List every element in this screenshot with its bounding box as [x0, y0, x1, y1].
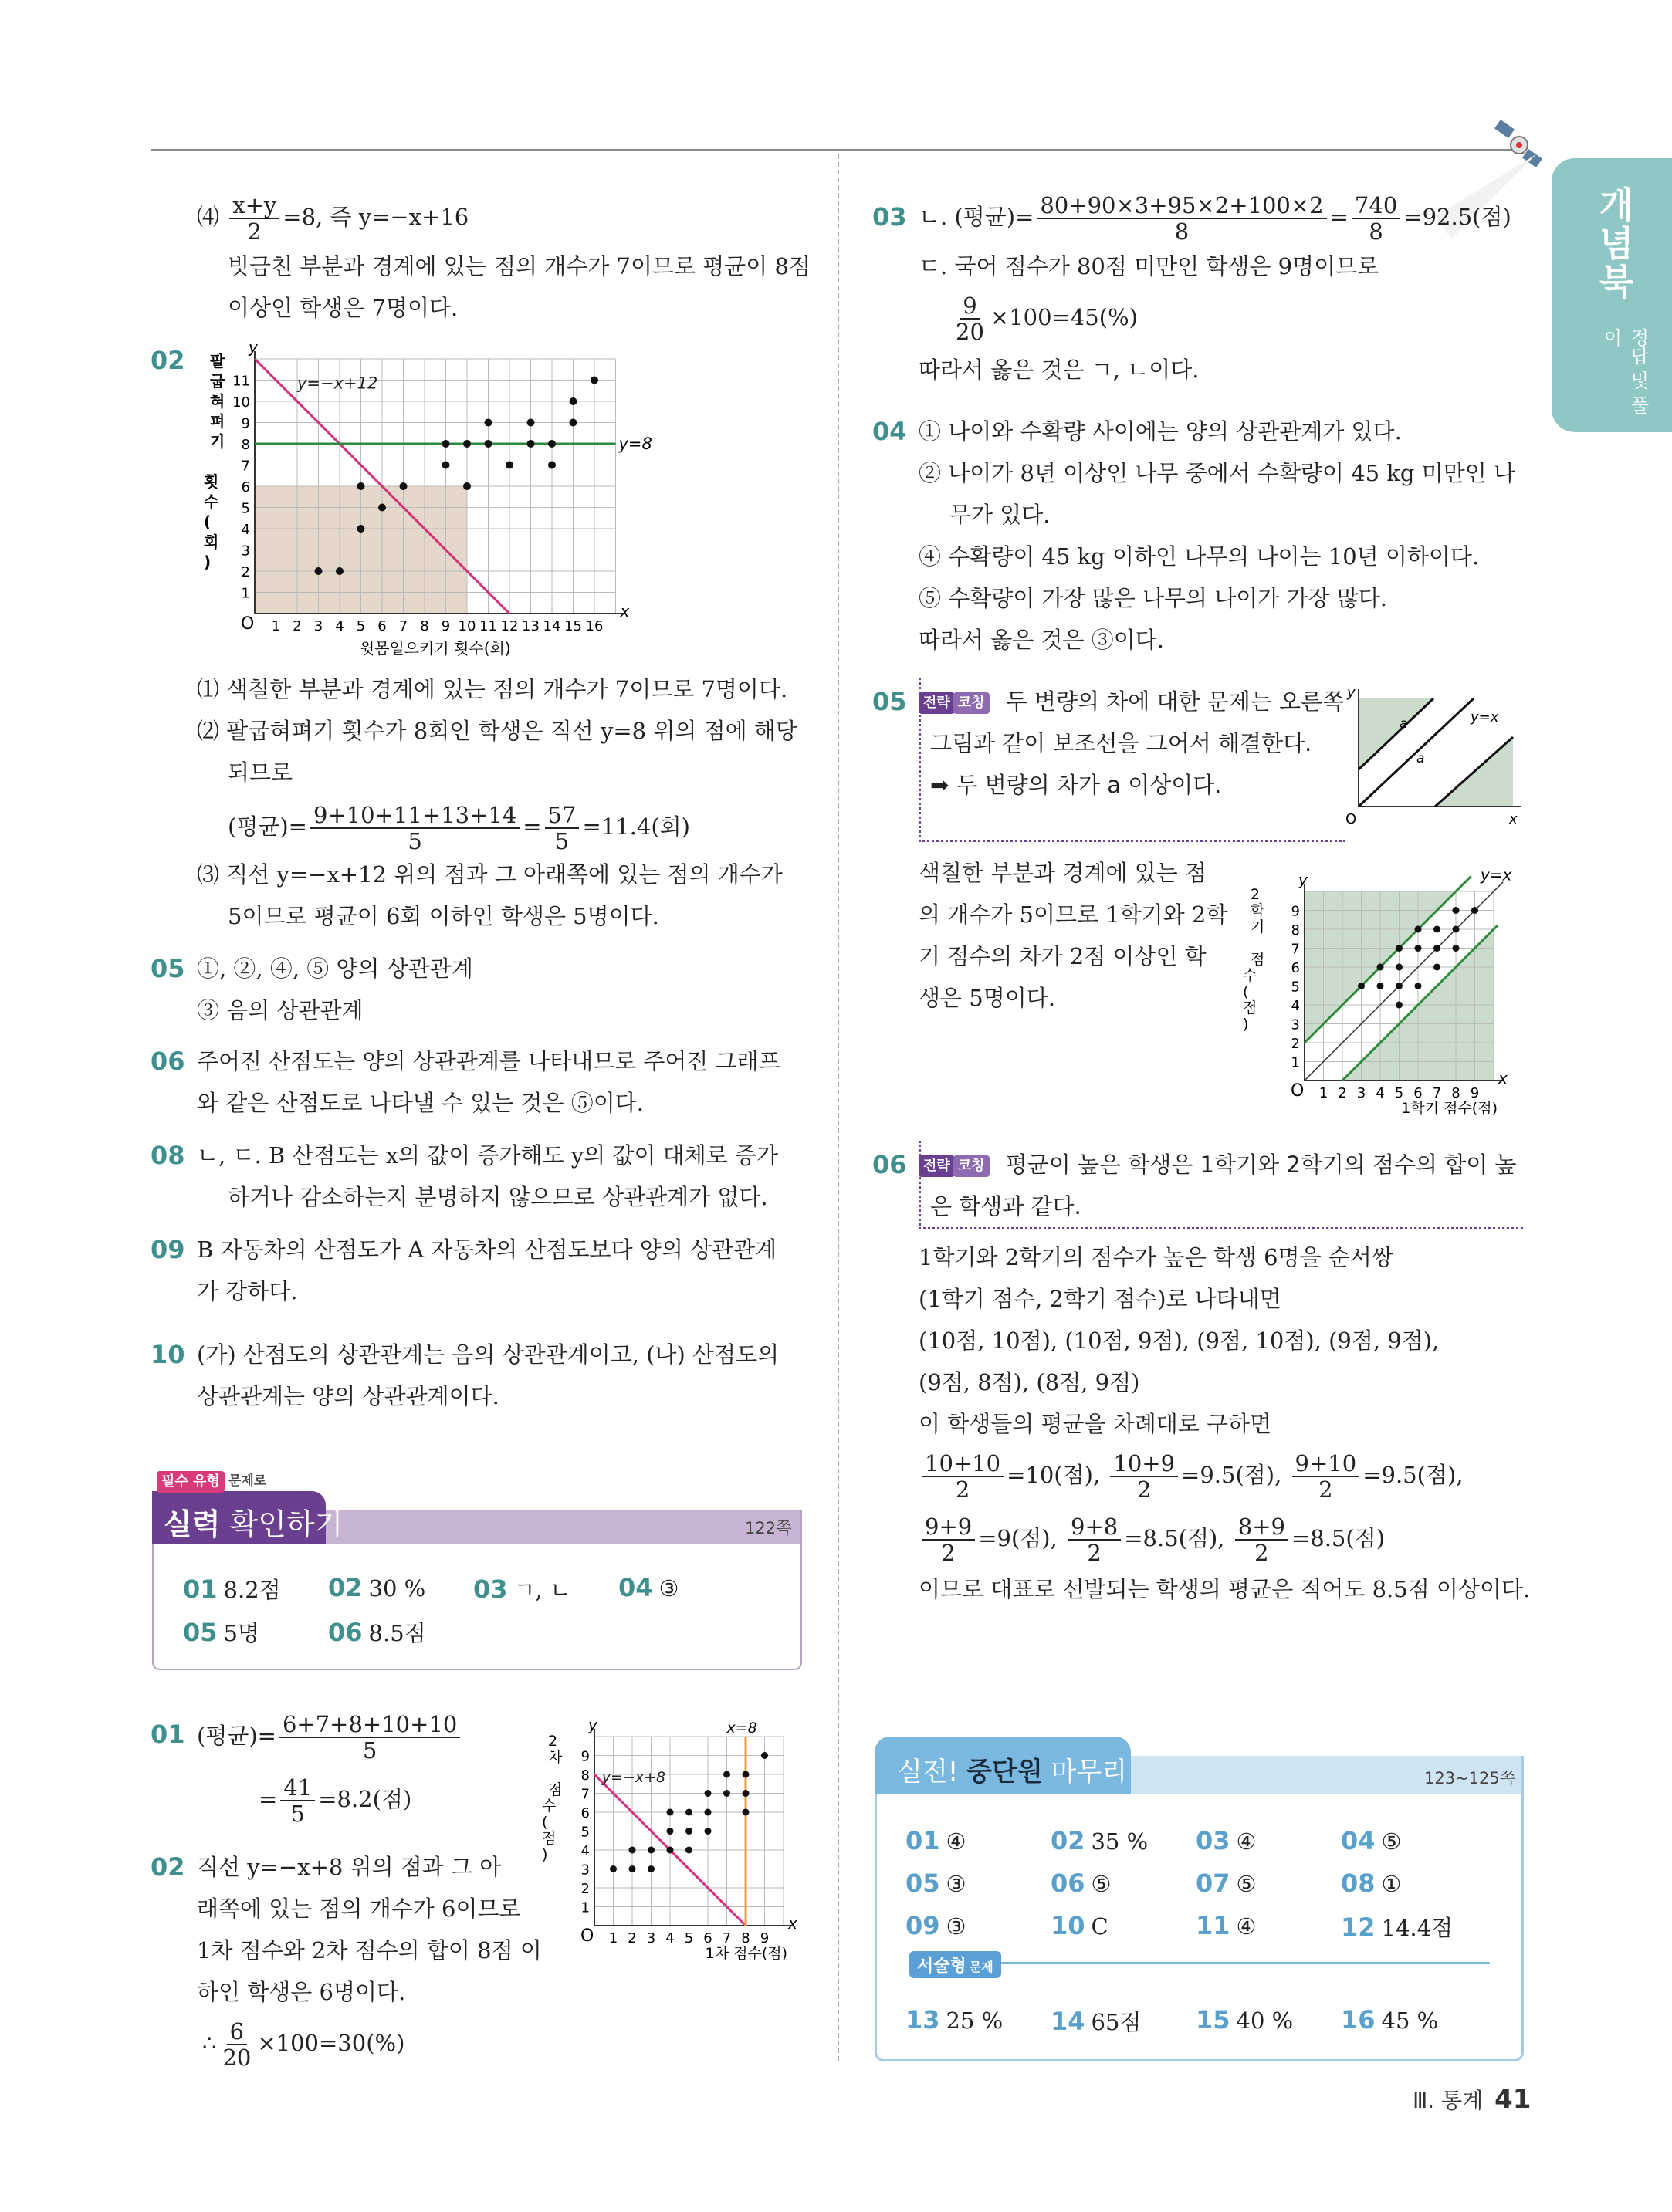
x-tick-label: 4	[1376, 1085, 1385, 1101]
line-label-1: y=−x+12	[297, 374, 378, 393]
essay-label: 서술형 문제	[909, 1951, 1001, 1978]
rq04-l1: ① 나이와 수확량 사이에는 양의 상관관계가 있다.	[919, 418, 1402, 445]
rq05-p2: 의 개수가 5이므로 1학기와 2학	[919, 901, 1228, 928]
rq06-fracs-2: $\frac{9+9}{2}$ =9(점), $\frac{9+8}{2}$ =8.5(점), $\frac{8+9}{2}$ =8.5(점)	[919, 1514, 1385, 1565]
x-tick-label: 1	[271, 618, 281, 634]
x-tick-label: 14	[543, 618, 561, 634]
answer-item: 05 ③	[905, 1869, 966, 1898]
rq04-l3: ④ 수확량이 45 kg 이하인 나무의 나이는 10년 이하이다.	[919, 543, 1480, 570]
x-tick-label: 8	[1451, 1085, 1460, 1101]
data-point	[761, 1752, 768, 1759]
x-tick-label: 4	[335, 618, 344, 634]
answer-item: 02 30 %	[328, 1573, 426, 1602]
x-tick-label: 4	[665, 1930, 675, 1946]
y-axis-letter: y	[1298, 871, 1308, 889]
line-label: y=x	[1471, 709, 1499, 725]
data-point	[667, 1828, 674, 1835]
rq03-b: ㄷ. 국어 점수가 80점 미만인 학생은 9명이므로	[919, 253, 1379, 279]
y-axis-title: 2 차 점 수 ( 점 )	[542, 1733, 563, 1863]
y-tick-label: 5	[580, 1824, 590, 1841]
rq05-strategy-l2: 그림과 같이 보조선을 그어서 해결한다.	[930, 730, 1312, 756]
data-point	[743, 1790, 750, 1797]
data-point	[570, 419, 577, 427]
q10-l2: 상관관계는 양의 상관관계이다.	[197, 1383, 499, 1409]
essay-answer-item: 15 40 %	[1196, 2005, 1294, 2034]
data-point	[705, 1809, 712, 1816]
rq06-p1: 1학기와 2학기의 점수가 높은 학생 6명을 순서쌍	[919, 1244, 1393, 1270]
rq05-strategy-l1: 전략 코칭 두 변량의 차에 대한 문제는 오른쪽	[919, 681, 1344, 722]
x-tick-label: 6	[377, 618, 387, 634]
data-point	[378, 504, 386, 512]
x-tick-label: 2	[628, 1930, 637, 1946]
y-tick-label: 11	[232, 373, 250, 390]
q06-l1: 주어진 산점도는 양의 상관관계를 나타내므로 주어진 그래프	[197, 1048, 780, 1074]
data-point	[723, 1771, 730, 1778]
data-point	[336, 567, 344, 575]
data-point	[527, 419, 535, 427]
rq05-number: 05	[872, 687, 907, 716]
data-point	[357, 525, 365, 533]
data-point	[548, 462, 556, 469]
y-tick-label: 4	[1291, 998, 1300, 1014]
data-point	[743, 1809, 750, 1816]
data-point	[442, 462, 450, 469]
x-tick-label: 15	[564, 618, 582, 634]
rq03-b-calc: $\frac{9}{20}$ ×100=45(%)	[956, 293, 1138, 345]
line-label-1: y=−x+8	[601, 1768, 666, 1786]
x-tick-label: 1	[1318, 1085, 1328, 1101]
data-point	[400, 482, 408, 490]
y-tick-label: 7	[1291, 941, 1300, 958]
q02-number: 02	[151, 346, 185, 375]
q05-l2: ③ 음의 상관관계	[197, 997, 364, 1023]
data-point	[648, 1847, 655, 1854]
rq06-number: 06	[872, 1150, 907, 1179]
rq06-p4: (9점, 8점), (8점, 9점)	[919, 1369, 1140, 1395]
gap-label-2: a	[1416, 751, 1425, 766]
rq03-a: ㄴ. (평균)= $\frac{80+90\times 3+95\times 2+100\times 2}{8}$ = $\frac{740}{8}$ =92.5(점)	[919, 192, 1511, 245]
x-tick-label: 2	[1338, 1085, 1347, 1101]
data-point	[1471, 907, 1478, 914]
data-point	[1433, 945, 1440, 952]
data-point	[667, 1809, 674, 1816]
y-tick-label: 3	[241, 543, 250, 560]
data-point	[1396, 945, 1403, 952]
x-tick-label: 8	[420, 618, 429, 634]
origin-label: O	[1291, 1081, 1305, 1101]
r02-l4: 하인 학생은 6명이다.	[197, 1979, 406, 2005]
q09-l1: B 자동차의 산점도가 A 자동차의 산점도보다 양의 상관관계	[197, 1236, 777, 1263]
y-tick-label: 9	[241, 415, 250, 432]
data-point	[685, 1847, 692, 1854]
x-axis-letter: x	[620, 602, 630, 621]
rq06-fracs-1: $\frac{10+10}{2}$ =10(점), $\frac{10+9}{2}$ =9.5(점), $\frac{9+10}{2}$ =9.5(점),	[919, 1451, 1463, 1502]
x-tick-label: 10	[458, 618, 476, 634]
page-number: 41	[1494, 2084, 1532, 2115]
answer-item: 04 ③	[618, 1573, 679, 1602]
data-point	[705, 1790, 712, 1797]
y-axis-letter: y	[249, 338, 258, 357]
y-tick-label: 1	[241, 585, 250, 602]
q02-s3: ⑶ 직선 y=−x+12 위의 점과 그 아래쪽에 있는 점의 개수가	[197, 861, 783, 888]
x-axis-title: 윗몸일으키기 횟수(회)	[359, 639, 511, 658]
origin-label: O	[1345, 811, 1357, 827]
data-point	[1396, 964, 1403, 971]
strategy-diagram-05	[1347, 683, 1525, 826]
line-label-2: y=8	[618, 435, 652, 453]
essay-answer-item: 14 65점	[1051, 2007, 1142, 2036]
tab-title: 개념북	[1593, 186, 1635, 302]
x-tick-label: 3	[313, 618, 323, 634]
scatter-chart-r01	[540, 1702, 803, 1968]
rq05-p3: 기 점수의 차가 2점 이상인 학	[919, 943, 1207, 969]
q08-l1: ㄴ, ㄷ. B 산점도는 x의 값이 증가해도 y의 값이 대체로 증가	[197, 1142, 778, 1169]
data-point	[629, 1865, 636, 1872]
x-tick-label: 8	[741, 1930, 750, 1946]
data-point	[1358, 983, 1365, 989]
x-tick-label: 7	[1432, 1085, 1442, 1101]
scatter-chart-02	[193, 340, 656, 656]
skill-check-badges: 필수 유형 문제로	[157, 1470, 266, 1493]
y-tick-label: 3	[1291, 1016, 1300, 1033]
y-tick-label: 10	[232, 394, 250, 411]
data-point	[527, 440, 535, 448]
gap-label-1: a	[1400, 716, 1408, 732]
y-tick-label: 4	[241, 522, 250, 538]
r02-number: 02	[151, 1852, 185, 1882]
section-tab[interactable]	[1552, 158, 1672, 432]
y-letter: y	[1347, 685, 1356, 701]
x-tick-label: 9	[760, 1930, 770, 1946]
skill-check-title: 실력 확인하기	[164, 1507, 344, 1541]
origin-label: O	[580, 1926, 594, 1946]
answer-item: 06 ⑤	[1051, 1869, 1112, 1898]
data-point	[1377, 983, 1384, 989]
data-point	[548, 440, 556, 448]
y-axis-letter: y	[588, 1716, 597, 1734]
x-tick-label: 7	[398, 618, 408, 634]
answer-item: 10 C	[1051, 1911, 1108, 1940]
data-point	[610, 1865, 617, 1872]
x-tick-label: 2	[293, 618, 302, 634]
answer-item: 01 ④	[905, 1826, 966, 1855]
data-point	[629, 1847, 636, 1854]
q05-number: 05	[151, 954, 185, 983]
data-point	[591, 377, 598, 384]
essay-answer-item: 13 25 %	[905, 2005, 1004, 2034]
x-tick-label: 3	[1356, 1085, 1366, 1101]
q02-s2: ⑵ 팔굽혀펴기 횟수가 8회인 학생은 직선 y=8 위의 점에 해당	[197, 718, 797, 744]
y-tick-label: 6	[580, 1805, 590, 1821]
essay-answer-item: 16 45 %	[1341, 2005, 1439, 2034]
answer-item: 03 ㄱ, ㄴ	[473, 1574, 571, 1604]
y-tick-label: 5	[1291, 979, 1300, 996]
data-point	[357, 482, 365, 490]
r01-number: 01	[151, 1720, 185, 1749]
data-point	[506, 462, 513, 469]
data-point	[463, 482, 471, 490]
y-tick-label: 6	[241, 479, 250, 496]
answer-item: 03 ④	[1196, 1826, 1257, 1855]
x-tick-label: 5	[1394, 1085, 1404, 1101]
x-tick-label: 16	[585, 618, 604, 634]
data-point	[1415, 926, 1422, 933]
x-tick-label: 12	[500, 618, 519, 634]
q09-number: 09	[151, 1235, 185, 1264]
y-tick-label: 5	[241, 500, 250, 517]
y-tick-label: 4	[580, 1843, 590, 1859]
data-point	[570, 397, 577, 405]
q08-number: 08	[151, 1141, 185, 1170]
x-tick-label: 7	[722, 1930, 732, 1946]
data-point	[685, 1809, 692, 1816]
top-rule	[151, 149, 1521, 151]
x-tick-label: 11	[479, 618, 497, 634]
data-point	[667, 1847, 674, 1854]
rq05-p1: 색칠한 부분과 경계에 있는 점	[919, 860, 1207, 886]
x-axis-letter: x	[788, 1914, 797, 1933]
q02-s2b: 되므로	[228, 759, 293, 786]
answer-item: 05 5명	[183, 1618, 259, 1647]
column-divider	[838, 154, 839, 2061]
rq04-number: 04	[872, 417, 907, 446]
y-tick-label: 7	[241, 458, 250, 475]
data-point	[485, 440, 492, 448]
q02-s1: ⑴ 색칠한 부분과 경계에 있는 점의 개수가 7이므로 7명이다.	[197, 676, 788, 702]
rq04-l4: ⑤ 수확량이 가장 많은 나무의 나이가 가장 많다.	[919, 585, 1387, 611]
unit-review-title: 실전! 중단원 마무리	[897, 1757, 1128, 1788]
unit-review-page: 123~125쪽	[1424, 1769, 1516, 1788]
data-point	[685, 1828, 692, 1835]
q08-l2: 하거나 감소하는지 분명하지 않으므로 상관관계가 없다.	[228, 1184, 768, 1210]
data-point	[1453, 926, 1460, 933]
scatter-chart-05	[1227, 853, 1536, 1119]
y-tick-label: 9	[580, 1748, 590, 1765]
r02-l1: 직선 y=−x+8 위의 점과 그 아	[197, 1854, 502, 1880]
rq06-last: 이므로 대표로 선발되는 학생의 평균은 적어도 8.5점 이상이다.	[919, 1576, 1531, 1602]
x-letter: x	[1509, 811, 1518, 827]
r02-l2: 래쪽에 있는 점의 개수가 6이므로	[197, 1896, 521, 1922]
x-tick-label: 6	[1413, 1085, 1423, 1101]
r01-result: = $\frac{41}{5}$ =8.2(점)	[259, 1774, 412, 1827]
line-label-2: x=8	[726, 1720, 757, 1737]
tab-subtitle: 정답 및 풀이	[1600, 328, 1649, 414]
r02-result: ∴ $\frac{6}{20}$ ×100=30(%)	[202, 2018, 405, 2071]
x-axis-title: 1학기 점수(점)	[1401, 1100, 1498, 1117]
x-tick-label: 1	[608, 1930, 618, 1946]
y-tick-label: 3	[580, 1862, 590, 1879]
data-point	[705, 1828, 712, 1835]
rq04-l2b: 무가 있다.	[949, 502, 1051, 528]
q4-text-2: 이상인 학생은 7명이다.	[228, 295, 459, 321]
rq06-p5: 이 학생들의 평균을 차례대로 구하면	[919, 1411, 1272, 1437]
footer-section: Ⅲ. 통계	[1413, 2088, 1484, 2113]
answer-item: 09 ③	[905, 1911, 966, 1940]
data-point	[1453, 907, 1460, 914]
x-tick-label: 9	[441, 618, 451, 634]
x-tick-label: 9	[1470, 1085, 1480, 1101]
y-tick-label: 2	[580, 1881, 590, 1897]
data-point	[442, 440, 450, 448]
q10-number: 10	[151, 1340, 185, 1369]
y-tick-label: 1	[580, 1899, 590, 1916]
q10-l1: (가) 산점도의 상관관계는 음의 상관관계이고, (나) 산점도의	[197, 1341, 780, 1368]
data-point	[1396, 983, 1403, 989]
answer-item: 06 8.5점	[328, 1618, 426, 1647]
skill-check-page: 122쪽	[745, 1519, 792, 1537]
origin-label: O	[241, 614, 255, 634]
rq03-c: 따라서 옳은 것은 ㄱ, ㄴ이다.	[919, 357, 1200, 383]
answer-item: 08 ①	[1341, 1869, 1402, 1898]
x-tick-label: 6	[703, 1930, 712, 1946]
data-point	[485, 419, 492, 427]
q4-text-1: 빗금친 부분과 경계에 있는 점의 개수가 7이므로 평균이 8점	[228, 253, 811, 279]
line-label: y=x	[1480, 865, 1512, 884]
rq05-strategy-l3: ➡ 두 변량의 차가 a 이상이다.	[930, 772, 1222, 798]
y-tick-label: 7	[580, 1786, 590, 1803]
x-axis-letter: x	[1498, 1069, 1508, 1087]
q02-average: (평균)= $\frac{9+10+11+13+14}{5}$ = $\frac{57}{5}$ =11.4(회)	[228, 802, 690, 854]
rq05-p4: 생은 5명이다.	[919, 985, 1055, 1011]
y-axis-title: 팔 굽 혀 펴 기 횟 수 ( 회 )	[204, 352, 225, 571]
page-footer	[1413, 2084, 1531, 2115]
data-point	[1415, 983, 1422, 989]
x-tick-label: 13	[522, 618, 540, 634]
y-tick-label: 8	[241, 437, 250, 453]
y-axis-title: 2 학 기 점 수 ( 점 )	[1243, 886, 1265, 1033]
rq04-l2: ② 나이가 8년 이상인 나무 중에서 수확량이 45 kg 미만인 나	[919, 460, 1515, 486]
data-point	[1377, 964, 1384, 971]
y-tick-label: 8	[1291, 922, 1300, 939]
y-tick-label: 1	[1291, 1054, 1300, 1071]
data-point	[1415, 945, 1422, 952]
y-tick-label: 2	[241, 564, 250, 580]
data-point	[1396, 1002, 1403, 1009]
x-tick-label: 5	[684, 1930, 694, 1946]
answer-item: 02 35 %	[1051, 1826, 1149, 1855]
rq06-strategy-l2: 은 학생과 같다.	[930, 1193, 1081, 1219]
data-point	[1453, 945, 1460, 952]
r02-l3: 1차 점수와 2차 점수의 합이 8점 이	[197, 1937, 542, 1963]
y-tick-label: 2	[1291, 1036, 1300, 1052]
data-point	[463, 440, 471, 448]
rq04-l5: 따라서 옳은 것은 ③이다.	[919, 627, 1164, 653]
data-point	[1433, 926, 1440, 933]
y-tick-label: 8	[580, 1767, 590, 1784]
q09-l2: 가 강하다.	[197, 1278, 298, 1304]
x-tick-label: 5	[356, 618, 366, 634]
rq03-number: 03	[872, 202, 907, 232]
answer-item: 04 ⑤	[1341, 1826, 1402, 1855]
q05-l1: ①, ②, ④, ⑤ 양의 상관관계	[197, 955, 473, 982]
data-point	[743, 1771, 750, 1778]
q02-s3b: 5이므로 평균이 6회 이하인 학생은 5명이다.	[228, 903, 659, 929]
rq06-p3: (10점, 10점), (10점, 9점), (9점, 10점), (9점, 9점),	[919, 1328, 1440, 1354]
rq06-strategy-l1: 전략 코칭 평균이 높은 학생은 1학기와 2학기의 점수의 합이 높	[919, 1144, 1517, 1185]
answer-item: 01 8.2점	[183, 1574, 281, 1604]
q4-line: ⑷ $\frac{x+y}{2}$ =8, 즉 y=−x+16	[197, 192, 469, 245]
y-tick-label: 9	[1291, 903, 1300, 920]
q06-l2: 와 같은 산점도로 나타낼 수 있는 것은 ⑤이다.	[197, 1090, 644, 1116]
data-point	[315, 567, 323, 575]
answer-item: 11 ④	[1196, 1911, 1257, 1940]
data-point	[723, 1790, 730, 1797]
q06-number: 06	[151, 1047, 185, 1076]
r01-average: (평균)= $\frac{6+7+8+10+10}{5}$	[197, 1712, 463, 1763]
answer-item: 07 ⑤	[1196, 1869, 1257, 1898]
y-tick-label: 6	[1291, 960, 1300, 976]
rq06-p2: (1학기 점수, 2학기 점수)로 나타내면	[919, 1286, 1281, 1312]
answer-item: 12 14.4점	[1341, 1913, 1454, 1942]
data-point	[1433, 964, 1440, 971]
x-tick-label: 3	[646, 1930, 656, 1946]
x-axis-title: 1차 점수(점)	[705, 1945, 787, 1962]
data-point	[648, 1865, 655, 1872]
